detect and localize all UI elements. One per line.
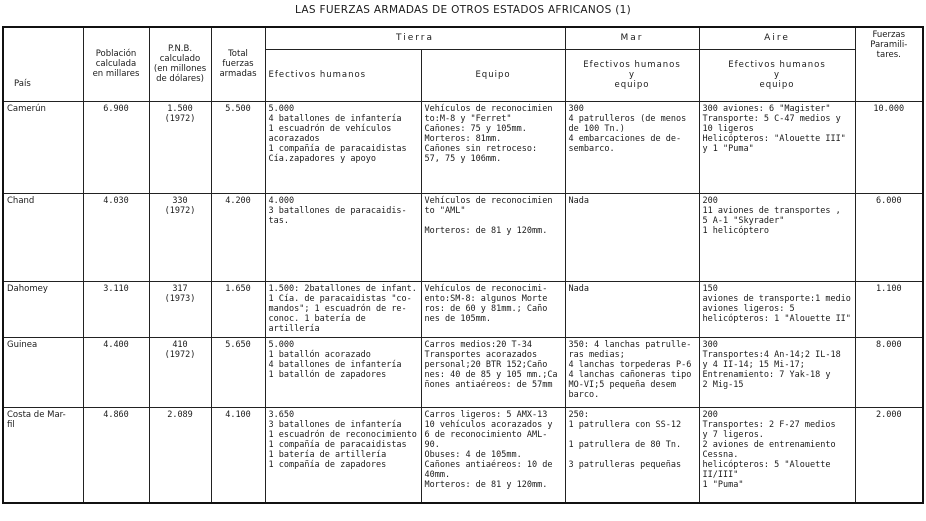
cell-paramilitares: 2.000 [855, 407, 923, 503]
cell-mar: Nada [565, 281, 699, 337]
cell-aire: 150 aviones de transporte:1 medio aviones ligeros: 5 helicópteros: 1 "Alouette II" [699, 281, 855, 337]
cell-tierra-equipo: Vehículos de reconocimien to:M-8 y "Ferret" Cañones: 75 y 105mm. Morteros: 81mm. Cañones sin retroceso: 57, 75 y 106mm. [421, 101, 565, 193]
cell-tierra-equipo: Carros medios:20 T-34 Transportes acorazados personal;20 BTR 152;Caño nes: 40 de 85 y 105 mm.;Ca ñones antiaéreos: de 57mm [421, 337, 565, 407]
cell-mar: 300 4 patrulleros (de menos de 100 Tn.) 4 embarcaciones de de- sembarco. [565, 101, 699, 193]
cell-pnb: 2.089 [149, 407, 211, 503]
cell-aire: 200 11 aviones de transportes , 5 A-1 "Skyrader" 1 helicóptero [699, 193, 855, 281]
cell-pais: Chand [3, 193, 83, 281]
cell-pais: Camerún [3, 101, 83, 193]
header-mar: Mar [565, 27, 699, 49]
cell-paramilitares: 6.000 [855, 193, 923, 281]
cell-aire: 300 aviones: 6 "Magister" Transporte: 5 C-47 medios y 10 ligeros Helicópteros: "Alouette III" y 1 "Puma" [699, 101, 855, 193]
cell-poblacion: 4.030 [83, 193, 149, 281]
header-mar-efectivos: Efectivos humanos y equipo [565, 49, 699, 101]
cell-poblacion: 4.400 [83, 337, 149, 407]
table-row [3, 407, 923, 503]
cell-tierra-efectivos: 3.650 3 batallones de infantería 1 escuadrón de reconocimiento 1 compañía de paracaidistas 1 batería de artillería 1 compañía de zapadores [265, 407, 421, 503]
cell-paramilitares: 10.000 [855, 101, 923, 193]
cell-tierra-equipo: Vehículos de reconocimi- ento:SM-8: algunos Morte ros: de 60 y 81mm.; Caño nes de 105mm. [421, 281, 565, 337]
cell-paramilitares: 1.100 [855, 281, 923, 337]
cell-pnb: 330 (1972) [149, 193, 211, 281]
header-paramilitares: Fuerzas Paramili- tares. [855, 27, 923, 101]
table-row [3, 193, 923, 281]
cell-mar: Nada [565, 193, 699, 281]
cell-tierra-efectivos: 1.500: 2batallones de infant. 1 Cía. de paracaidistas "co- mandos"; 1 escuadrón de re- conoc. 1 batería de artillería [265, 281, 421, 337]
header-pais: País [3, 27, 83, 101]
header-poblacion: Población calculada en millares [83, 27, 149, 101]
cell-pais: Costa de Mar- fil [3, 407, 83, 503]
page-title: LAS FUERZAS ARMADAS DE OTROS ESTADOS AFRICANOS (1) [295, 4, 631, 16]
cell-pnb: 1.500 (1972) [149, 101, 211, 193]
table-row [3, 281, 923, 337]
header-aire: Aire [699, 27, 855, 49]
cell-mar: 250: 1 patrullera con SS-12 1 patrullera de 80 Tn. 3 patrulleras pequeñas [565, 407, 699, 503]
cell-aire: 300 Transportes:4 An-14;2 IL-18 y 4 II-14; 15 Mi-17; Entrenamiento: 7 Yak-18 y 2 Mig-15 [699, 337, 855, 407]
cell-pais: Dahomey [3, 281, 83, 337]
cell-total: 5.650 [211, 337, 265, 407]
cell-tierra-equipo: Vehículos de reconocimien to "AML" Morteros: de 81 y 120mm. [421, 193, 565, 281]
cell-poblacion: 4.860 [83, 407, 149, 503]
cell-poblacion: 3.110 [83, 281, 149, 337]
cell-total: 1.650 [211, 281, 265, 337]
header-total: Total fuerzas armadas [211, 27, 265, 101]
cell-total: 4.100 [211, 407, 265, 503]
armed-forces-table [2, 26, 924, 504]
header-tierra-efectivos: Efectivos humanos [265, 49, 421, 101]
cell-tierra-efectivos: 5.000 4 batallones de infantería 1 escuadrón de vehículos acorazados 1 compañía de paracaidistas Cía.zapadores y apoyo [265, 101, 421, 193]
header-aire-efectivos: Efectivos humanos y equipo [699, 49, 855, 101]
header-pnb: P.N.B. calculado (en millones de dólares) [149, 27, 211, 101]
table-row [3, 101, 923, 193]
cell-tierra-equipo: Carros ligeros: 5 AMX-13 10 vehículos acorazados y 6 de reconocimiento AML- 90. Obuses: 4 de 105mm. Cañones antiaéreos: 10 de 40mm. Morteros: de 81 y 120mm. [421, 407, 565, 503]
cell-total: 5.500 [211, 101, 265, 193]
cell-pais: Guinea [3, 337, 83, 407]
cell-pnb: 410 (1972) [149, 337, 211, 407]
cell-tierra-efectivos: 4.000 3 batallones de paracaidis- tas. [265, 193, 421, 281]
cell-tierra-efectivos: 5.000 1 batallón acorazado 4 batallones de infantería 1 batallón de zapadores [265, 337, 421, 407]
table-row [3, 337, 923, 407]
header-tierra-equipo: Equipo [421, 49, 565, 101]
cell-paramilitares: 8.000 [855, 337, 923, 407]
cell-total: 4.200 [211, 193, 265, 281]
cell-aire: 200 Transportes: 2 F-27 medios y 7 ligeros. 2 aviones de entrenamiento Cessna. helicópteros: 5 "Alouette II/III" 1 "Puma" [699, 407, 855, 503]
cell-poblacion: 6.900 [83, 101, 149, 193]
cell-mar: 350: 4 lanchas patrulle- ras medias; 4 lanchas torpederas P-6 4 lanchas cañoneras tipo MO-VI;5 pequeña desem barco. [565, 337, 699, 407]
cell-pnb: 317 (1973) [149, 281, 211, 337]
header-tierra: Tierra [265, 27, 565, 49]
